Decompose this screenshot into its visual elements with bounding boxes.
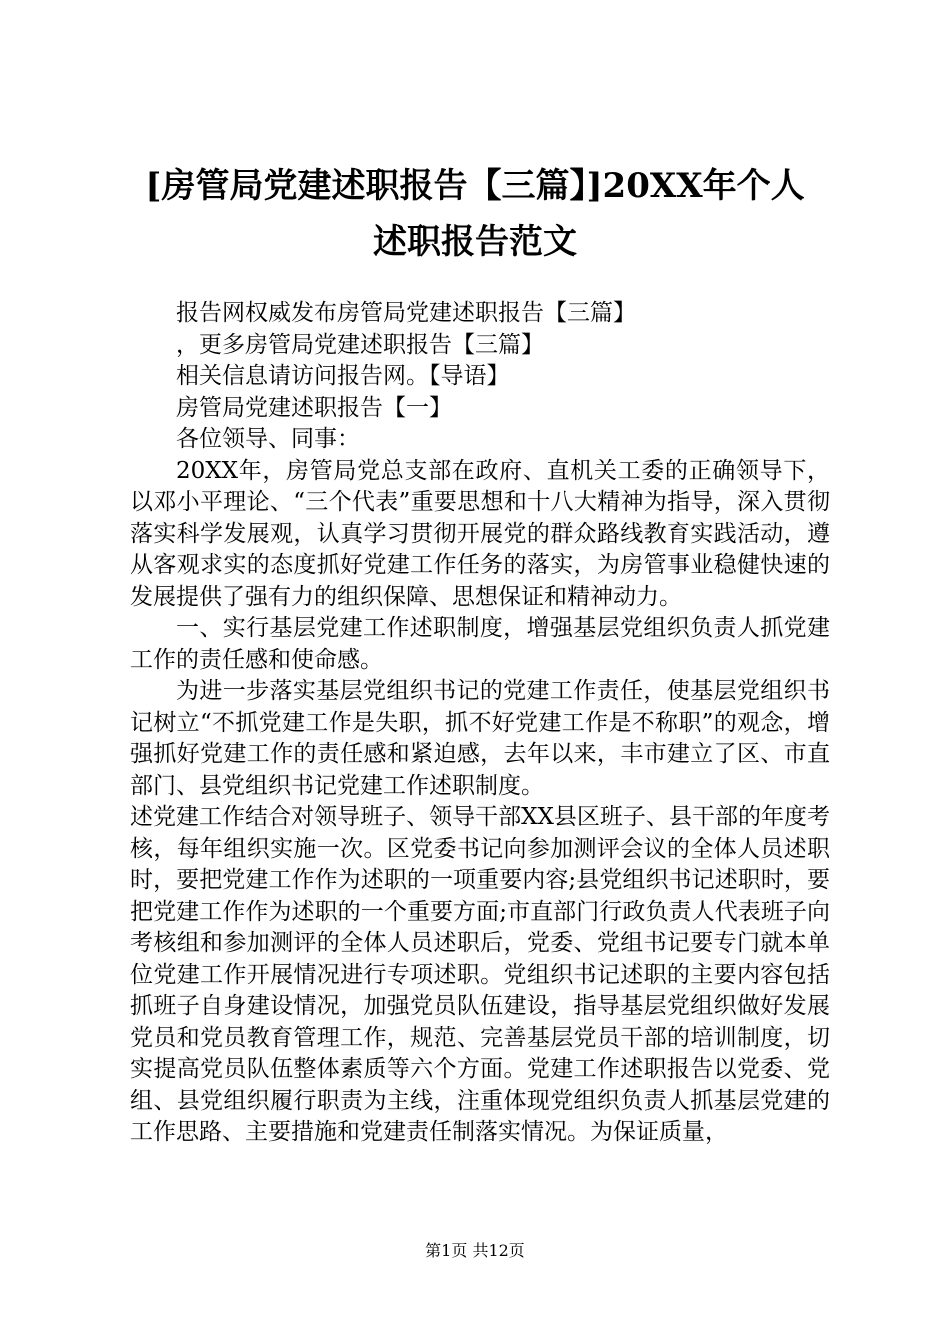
page-footer: 第1页 共12页 [425, 1241, 525, 1260]
section-heading: 房管局党建述职报告【一】 [176, 394, 452, 421]
document-title-line-2: 述职报告范文 [373, 222, 577, 262]
paragraph-1: 20XX年，房管局党总支部在政府、直机关工委的正确领导下，以邓小平理论、“三个代表”重要思想和十八大精神为指导，深入贯彻落实科学发展观，认真学习贯彻开展党的群众路线教育实践活动，遵从客观求实的态度抓好党建工作任务的落实，为房管事业稳健快速的发展提供了强有力的组织保障、思想保证和精神动力。 [130, 457, 830, 610]
intro-line-1: 报告网权威发布房管局党建述职报告【三篇】 [176, 300, 636, 326]
document-body [130, 298, 830, 1149]
paragraph-2: 一、实行基层党建工作述职制度，增强基层党组织负责人抓党建工作的责任感和使命感。 [130, 615, 830, 673]
salutation: 各位领导、同事： [176, 426, 360, 452]
intro-line-2: ，更多房管局党建述职报告【三篇】 [176, 331, 544, 358]
paragraph-4: 述党建工作结合对领导班子、领导干部XX县区班子、县干部的年度考核，每年组织实施一次。区党委书记向参加测评会议的全体人员述职时，要把党建工作作为述职的一项重要内容;县党组织书记述职时，要把党建工作作为述职的一个重要方面;市直部门行政负责人代表班子向考核组和参加测评的全体人员述职后，党委、党组书记要专门就本单位党建工作开展情况进行专项述职。党组织书记述职的主要内容包括抓班子自身建设情况，加强党员队伍建设，指导基层党组织做好发展党员和党员教育管理工作，规范、完善基层党员干部的培训制度，切实提高党员队伍整体素质等六个方面。党建工作述职报告以党委、党组、县党组织履行职责为主线，注重体现党组织负责人抓基层党建的工作思路、主要措施和党建责任制落实情况。为保证质量， [130, 804, 830, 1145]
paragraph-3: 为进一步落实基层党组织书记的党建工作责任，使基层党组织书记树立“不抓党建工作是失职，抓不好党建工作是不称职”的观念，增强抓好党建工作的责任感和紧迫感，去年以来，丰市建立了区、市直部门、县党组织书记党建工作述职制度。 [130, 678, 830, 799]
document-title-line-1: [房管局党建述职报告【三篇】]20XX年个人 [145, 166, 805, 206]
intro-line-3: 相关信息请访问报告网。【导语】 [176, 363, 510, 389]
